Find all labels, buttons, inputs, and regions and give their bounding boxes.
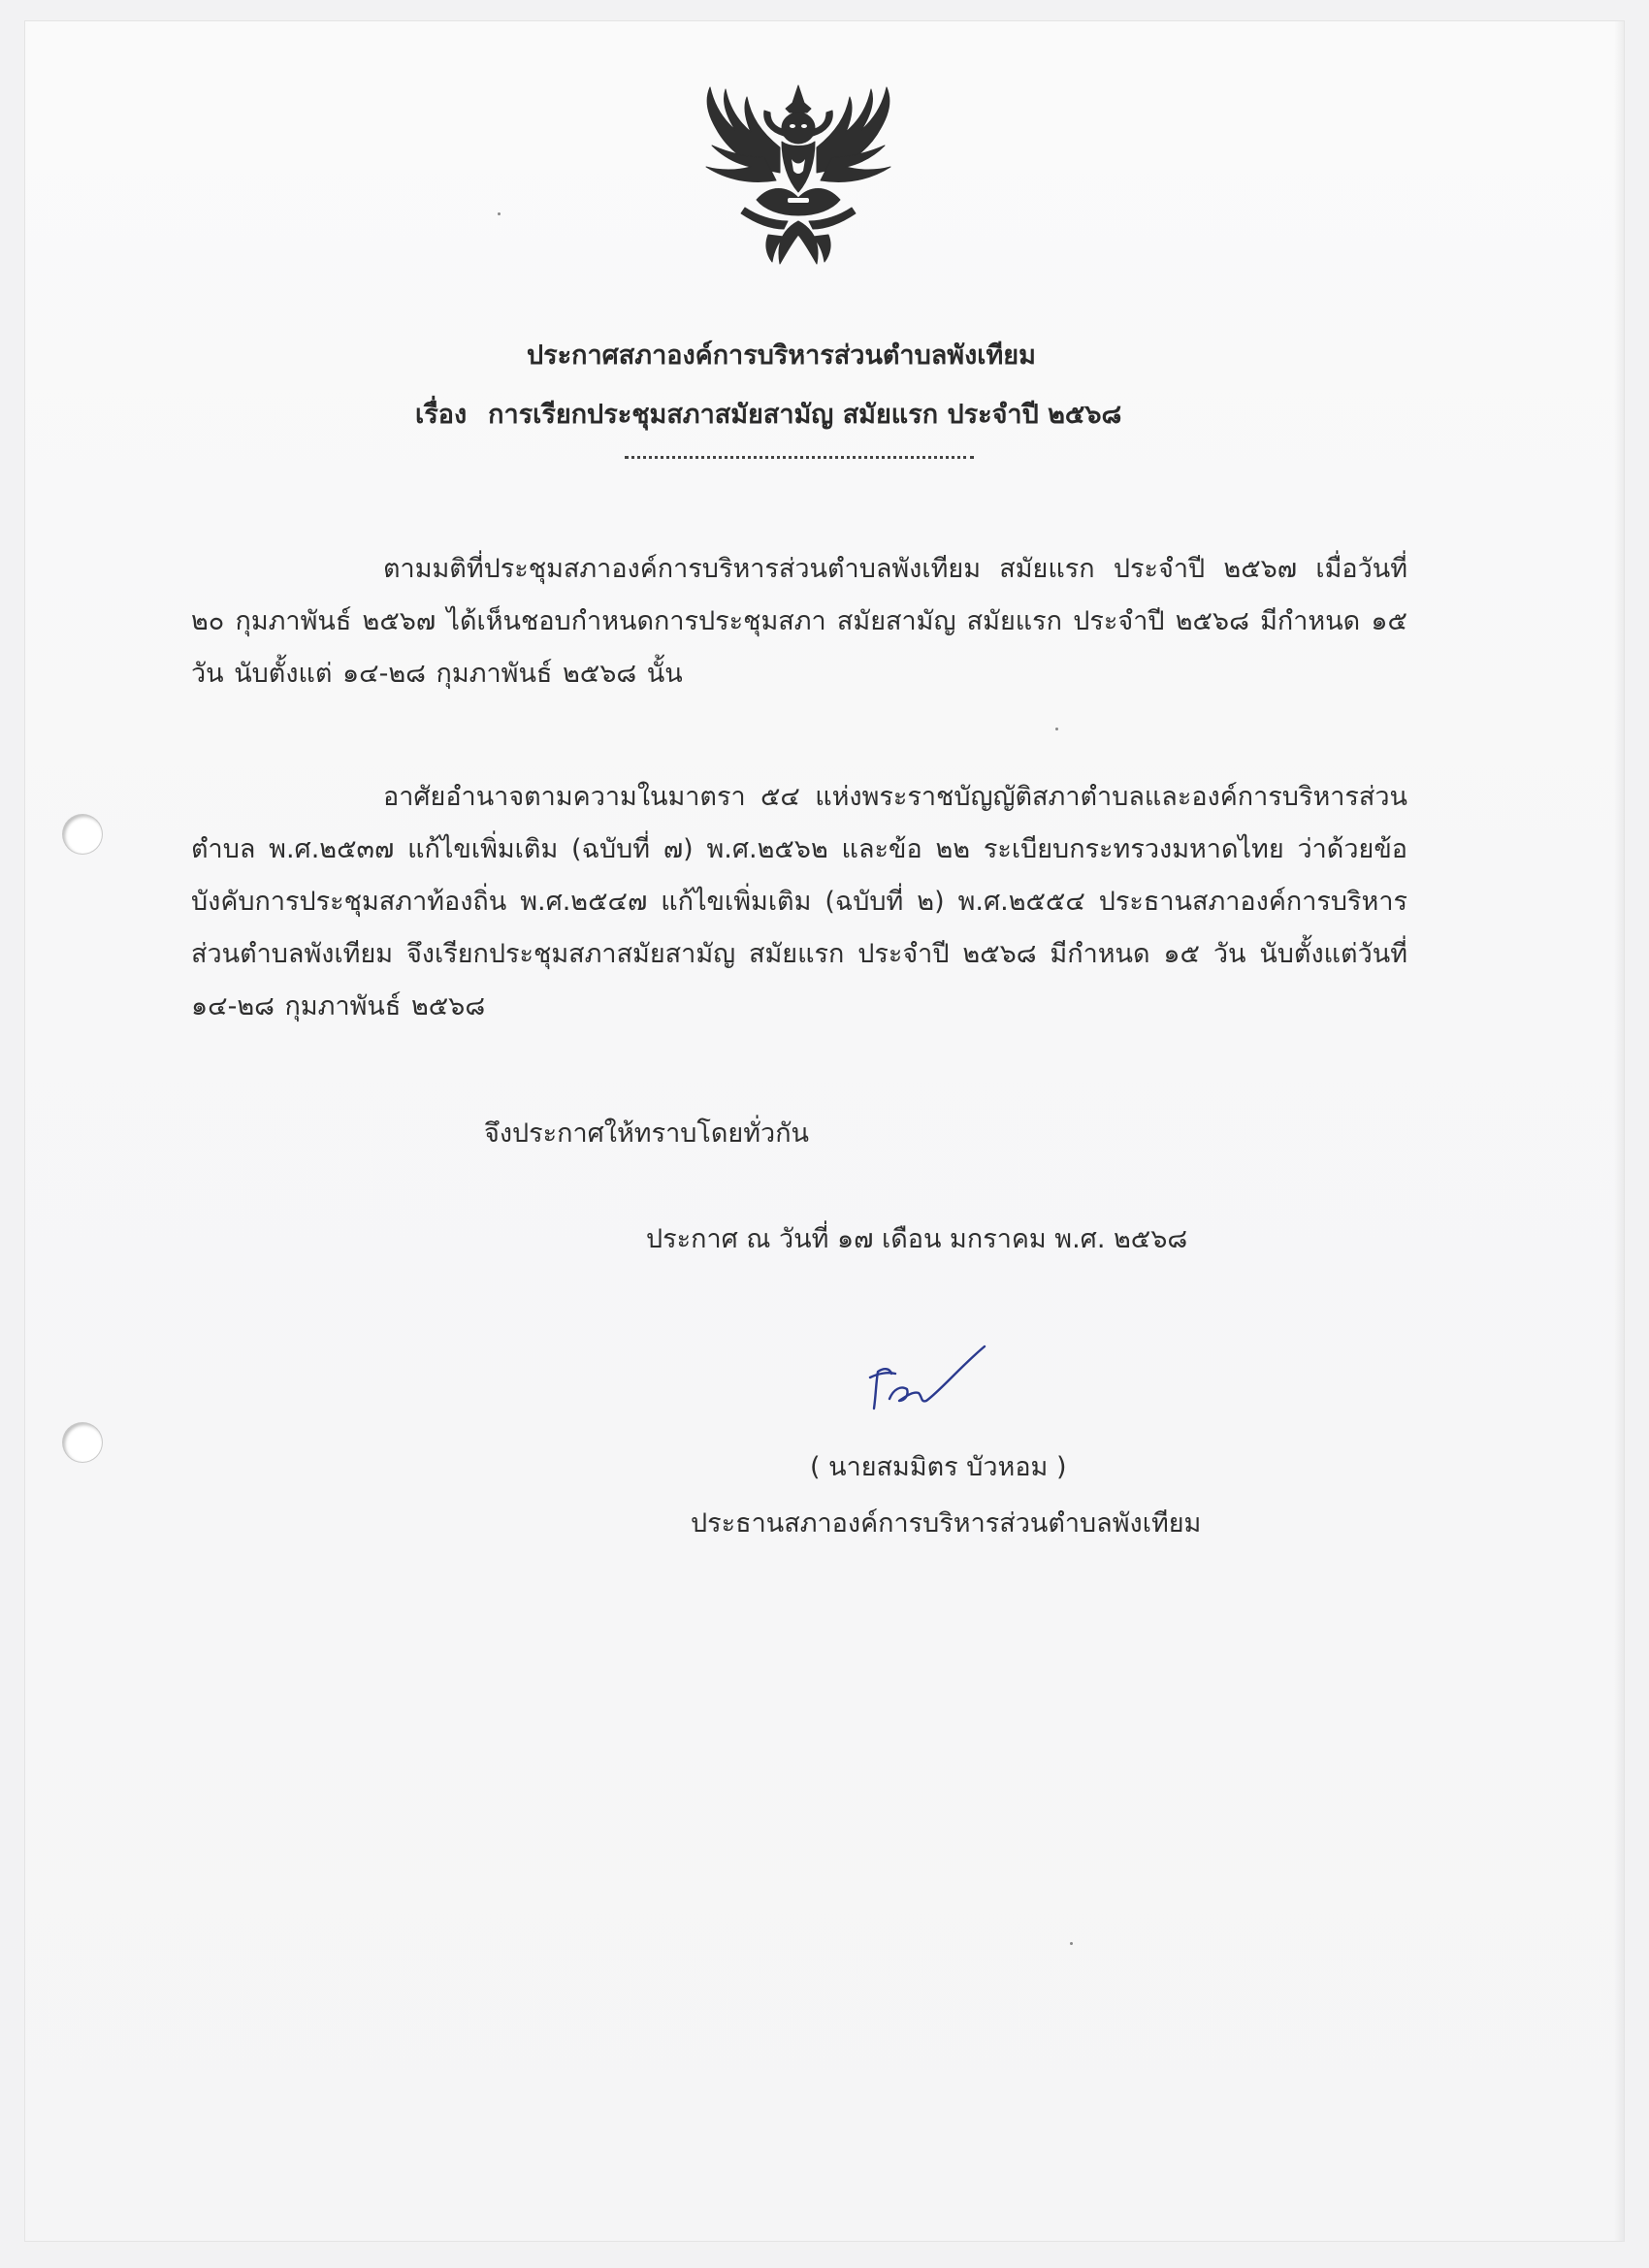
punch-hole-top <box>63 815 102 854</box>
document-title: ประกาศสภาองค์การบริหารส่วนตำบลพังเทียม <box>527 340 1036 371</box>
header-separator <box>625 456 974 459</box>
signer-position: ประธานสภาองค์การบริหารส่วนตำบลพังเทียม <box>691 1508 1202 1539</box>
scan-speck <box>1070 1942 1073 1945</box>
punch-hole-bottom <box>63 1423 102 1462</box>
scan-speck <box>498 212 501 215</box>
announcement-date: ประกาศ ณ วันที่ ๑๗ เดือน มกราคม พ.ศ. ๒๕๖๘ <box>646 1224 1188 1254</box>
subject-text: การเรียกประชุมสภาสมัยสามัญ สมัยแรก ประจำปี ๒๕๖๘ <box>488 400 1122 430</box>
subject-label: เรื่อง <box>415 400 468 430</box>
body-paragraph-2 <box>191 771 1407 1033</box>
garuda-emblem-icon <box>687 80 910 270</box>
signer-name: ( นายสมมิตร บัวหอม ) <box>810 1452 1067 1482</box>
handwritten-signature <box>866 1339 988 1420</box>
body-paragraph-1 <box>191 543 1407 700</box>
paragraph-2-text: อาศัยอำนาจตามความในมาตรา ๕๔ แห่งพระราชบัญญัติสภาตำบลและองค์การบริหารส่วนตำบล พ.ศ.๒๕๓๗ แก้ไขเพิ่มเติม (ฉบับที่ ๗) พ.ศ.๒๕๖๒ และข้อ ๒๒ ระเบียบกระทรวงมหาดไทย ว่าด้วยข้อบังคับการประชุมสภาท้องถิ่น พ.ศ.๒๕๔๗ แก้ไขเพิ่มเติม (ฉบับที่ ๒) พ.ศ.๒๕๕๔ ประธานสภาองค์การบริหารส่วนตำบลพังเทียม จึงเรียกประชุมสภาสมัยสามัญ สมัยแรก ประจำปี ๒๕๖๘ มีกำหนด ๑๕ วัน นับตั้งแต่วันที่ ๑๔-๒๘ กุมภาพันธ์ ๒๕๖๘ <box>191 782 1407 1021</box>
scan-speck <box>1055 728 1058 730</box>
paragraph-1-text: ตามมติที่ประชุมสภาองค์การบริหารส่วนตำบลพังเทียม สมัยแรก ประจำปี ๒๕๖๗ เมื่อวันที่ ๒๐ กุมภาพันธ์ ๒๕๖๗ ได้เห็นชอบกำหนดการประชุมสภา สมัยสามัญ สมัยแรก ประจำปี ๒๕๖๘ มีกำหนด ๑๕ วัน นับตั้งแต่ ๑๔-๒๘ กุมภาพันธ์ ๒๕๖๘ นั้น <box>191 554 1407 689</box>
document-subject <box>415 393 1121 435</box>
page-edge-shadow <box>1614 21 1624 2241</box>
closing-statement: จึงประกาศให้ทราบโดยทั่วกัน <box>484 1118 809 1149</box>
